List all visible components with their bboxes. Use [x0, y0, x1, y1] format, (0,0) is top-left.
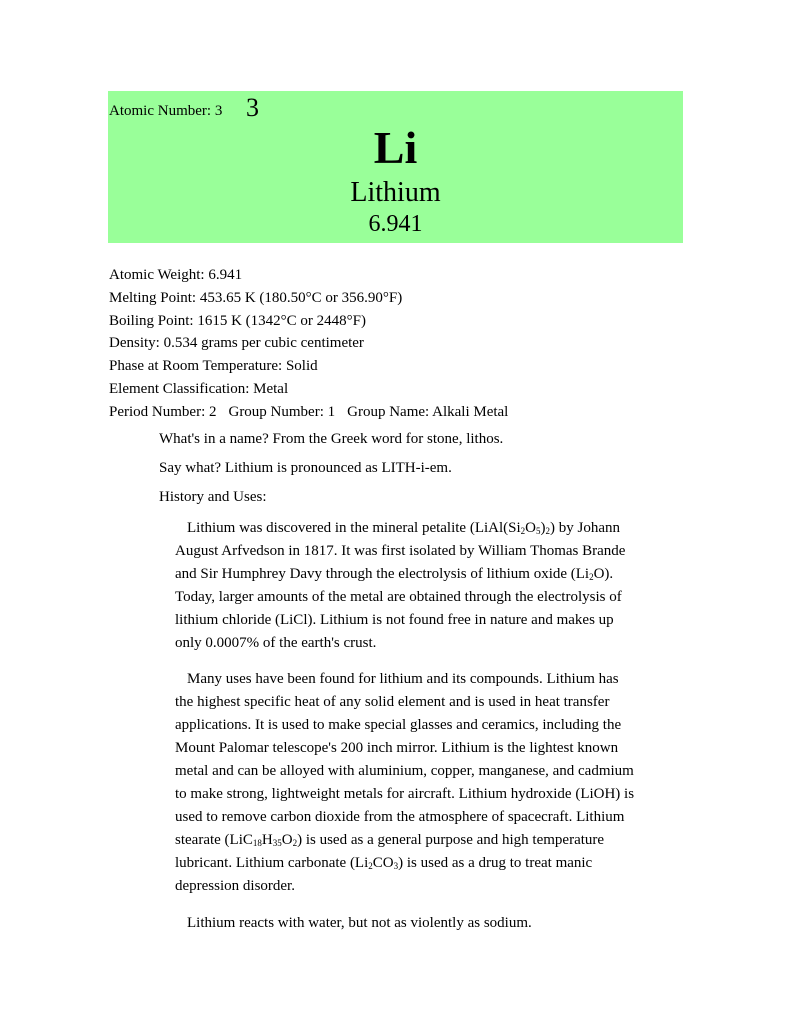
history-heading: History and Uses: [159, 489, 267, 505]
element-weight: 6.941 [368, 211, 423, 237]
period-number: Period Number: 2 [109, 403, 217, 420]
name-origin: What's in a name? From the Greek word for stone, lithos. [159, 431, 504, 447]
phase: Phase at Room Temperature: Solid [109, 358, 318, 375]
element-name: Lithium [350, 177, 441, 208]
density: Density: 0.534 grams per cubic centimeter [109, 335, 364, 352]
history-paragraph-1: Lithium was discovered in the mineral petalite $(LiAl(Si_2O_5)_2)$ by Johann August Arfvedson in 1817. It was first isolated by William Thomas Brande and Sir Humphrey Davy through the electrolysis of lithium oxide $(Li_2O)$. Today, larger amounts of the metal are obtained through the electrolysis of lithium chloride (LiCl). Lithium is not found free in nature and makes up only 0.0007% of the earth's crust. [175, 520, 626, 651]
element-card [108, 91, 683, 243]
history-paragraph-2: Many uses have been found for lithium and its compounds. Lithium has the highest specific heat of any solid element and is used in heat transfer applications. It is used to make special glasses and ceramics, including the Mount Palomar telescope's 200 inch mirror. Lithium is the lightest known metal and can be alloyed with aluminium, copper, manganese, and cadmium to make strong, lightweight metals for aircraft. Lithium hydroxide (LiOH) is used to remove carbon dioxide from the atmosphere of spacecraft. Lithium stearate $(LiC_{18}H_{35}O_2)$ is used as a general purpose and high temperature lubricant. Lithium carbonate $(Li_2CO_3)$ is used as a drug to treat manic depression disorder. [175, 671, 635, 894]
atomic-number-label: Atomic Number: 3 [109, 103, 223, 119]
history-paragraph-3: Lithium reacts with water, but not as violently as sodium. [187, 915, 532, 931]
element-symbol: Li [373, 122, 418, 173]
group-number: Group Number: 1 [228, 403, 336, 420]
atomic-weight: Atomic Weight: 6.941 [109, 267, 243, 283]
classification: Element Classification: Metal [109, 380, 289, 397]
group-name: Group Name: Alkali Metal [347, 403, 509, 420]
period-group-row [109, 401, 508, 424]
melting-point: Melting Point: 453.65 K (180.50°C or 356.90°F) [109, 289, 403, 306]
atomic-number: 3 [246, 93, 259, 122]
facts-list [109, 264, 508, 424]
boiling-point: Boiling Point: 1615 K (1342°C or 2448°F) [109, 312, 367, 329]
pronunciation: Say what? Lithium is pronounced as LITH-i-em. [159, 460, 452, 476]
